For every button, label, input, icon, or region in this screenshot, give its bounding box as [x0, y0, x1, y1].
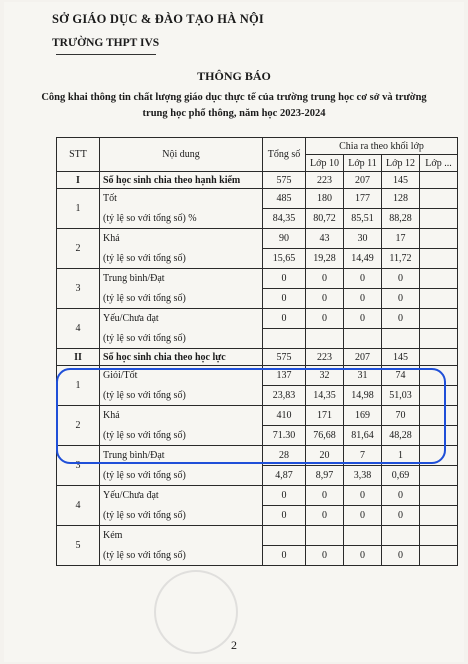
ratio-label: (tỷ lệ so với tổng số)	[100, 546, 263, 566]
page-number: 2	[231, 638, 237, 652]
ratio-cell	[420, 209, 458, 229]
ratio-cell: 0	[306, 506, 344, 526]
header-grade-group: Chia ra theo khối lớp	[306, 138, 458, 155]
notice-subtitle-line1: Công khai thông tin chất lượng giáo dục thực tế của trường trung học cơ sở và trường	[41, 92, 427, 103]
count-cell: 30	[344, 229, 382, 249]
header-content: Nội dung	[100, 138, 263, 172]
item-name: Yếu/Chưa đạt	[100, 309, 263, 329]
document-page	[4, 2, 464, 662]
count-cell: 70	[382, 406, 420, 426]
count-cell	[420, 526, 458, 546]
count-cell	[263, 526, 306, 546]
ratio-cell: 48,28	[382, 426, 420, 446]
count-cell: 410	[263, 406, 306, 426]
count-cell	[420, 189, 458, 209]
count-cell: 0	[306, 309, 344, 329]
header-grade-other: Lớp ...	[420, 155, 458, 172]
item-name: Tốt	[100, 189, 263, 209]
ratio-cell: 4,87	[263, 466, 306, 486]
table-row	[57, 486, 458, 506]
section-value: 575	[263, 172, 306, 189]
table-row	[57, 269, 458, 289]
count-cell	[420, 229, 458, 249]
ratio-cell	[420, 546, 458, 566]
ratio-cell: 14,98	[344, 386, 382, 406]
count-cell: 0	[344, 309, 382, 329]
count-cell: 0	[344, 486, 382, 506]
ratio-label: (tỷ lệ so với tổng số)	[100, 249, 263, 269]
count-cell: 90	[263, 229, 306, 249]
count-cell	[306, 526, 344, 546]
item-number: 2	[57, 406, 100, 446]
ratio-cell: 76,68	[306, 426, 344, 446]
ratio-cell: 80,72	[306, 209, 344, 229]
highlight-annotation	[56, 368, 446, 464]
ratio-cell: 0	[263, 289, 306, 309]
item-name: Trung bình/Đạt	[100, 446, 263, 466]
ratio-cell: 0	[344, 546, 382, 566]
count-cell: 0	[382, 309, 420, 329]
table-row	[57, 309, 458, 329]
count-cell: 485	[263, 189, 306, 209]
ratio-cell	[344, 329, 382, 349]
ratio-label: (tỷ lệ so với tổng số)	[100, 506, 263, 526]
item-number: 2	[57, 229, 100, 269]
table-row	[57, 209, 458, 229]
ratio-cell: 84,35	[263, 209, 306, 229]
table-row	[57, 329, 458, 349]
ratio-cell: 0	[382, 289, 420, 309]
section-row	[57, 349, 458, 366]
section-value: 207	[344, 349, 382, 366]
item-name: Giỏi/Tốt	[100, 366, 263, 386]
count-cell: 1	[382, 446, 420, 466]
item-number: 4	[57, 309, 100, 349]
count-cell: 20	[306, 446, 344, 466]
count-cell: 28	[263, 446, 306, 466]
ratio-cell	[420, 329, 458, 349]
item-name: Kém	[100, 526, 263, 546]
ratio-label: (tỷ lệ so với tổng số)	[100, 426, 263, 446]
item-number: 4	[57, 486, 100, 526]
ratio-cell: 3,38	[344, 466, 382, 486]
ratio-cell: 71.30	[263, 426, 306, 446]
ratio-cell: 11,72	[382, 249, 420, 269]
count-cell: 128	[382, 189, 420, 209]
section-value: 145	[382, 349, 420, 366]
table-row	[57, 526, 458, 546]
item-name: Trung bình/Đạt	[100, 269, 263, 289]
count-cell: 43	[306, 229, 344, 249]
count-cell: 137	[263, 366, 306, 386]
ratio-cell: 0	[382, 506, 420, 526]
count-cell: 0	[344, 269, 382, 289]
section-row	[57, 172, 458, 189]
table-row	[57, 189, 458, 209]
ratio-cell: 0	[344, 289, 382, 309]
count-cell: 0	[382, 486, 420, 506]
count-cell	[420, 309, 458, 329]
school-name: TRƯỜNG THPT IVS	[52, 37, 160, 49]
ratio-cell: 14,49	[344, 249, 382, 269]
count-cell: 0	[263, 269, 306, 289]
header-total: Tổng số	[263, 138, 306, 172]
ratio-cell	[420, 506, 458, 526]
header-stt: STT	[57, 138, 100, 172]
section-label: Số học sinh chia theo học lực	[100, 349, 263, 366]
ratio-label: (tỷ lệ so với tổng số) %	[100, 209, 263, 229]
count-cell	[344, 526, 382, 546]
count-cell: 7	[344, 446, 382, 466]
section-value: 145	[382, 172, 420, 189]
ratio-cell: 23,83	[263, 386, 306, 406]
ratio-cell	[420, 249, 458, 269]
header-grade-12: Lớp 12	[382, 155, 420, 172]
ratio-cell: 88,28	[382, 209, 420, 229]
ratio-cell: 15,65	[263, 249, 306, 269]
table-row	[57, 546, 458, 566]
item-number: 3	[57, 446, 100, 486]
ratio-cell	[263, 329, 306, 349]
ratio-cell	[306, 329, 344, 349]
ratio-cell: 0	[382, 546, 420, 566]
section-value: 223	[306, 172, 344, 189]
item-number: 1	[57, 189, 100, 229]
header-grade-10: Lớp 10	[306, 155, 344, 172]
ratio-cell	[420, 466, 458, 486]
table-row	[57, 466, 458, 486]
ratio-label: (tỷ lệ so với tổng số)	[100, 386, 263, 406]
ratio-label: (tỷ lệ so với tổng số)	[100, 329, 263, 349]
item-number: 3	[57, 269, 100, 309]
count-cell	[382, 526, 420, 546]
item-number: 5	[57, 526, 100, 566]
ratio-cell: 0	[344, 506, 382, 526]
item-name: Khá	[100, 229, 263, 249]
ratio-cell: 0,69	[382, 466, 420, 486]
ratio-cell: 85,51	[344, 209, 382, 229]
count-cell: 17	[382, 229, 420, 249]
ratio-cell: 0	[263, 546, 306, 566]
table-row	[57, 289, 458, 309]
count-cell	[420, 269, 458, 289]
count-cell: 171	[306, 406, 344, 426]
count-cell: 180	[306, 189, 344, 209]
ratio-cell: 81,64	[344, 426, 382, 446]
section-value	[420, 349, 458, 366]
item-name: Khá	[100, 406, 263, 426]
ratio-label: (tỷ lệ so với tổng số)	[100, 289, 263, 309]
ratio-cell: 51,03	[382, 386, 420, 406]
ratio-cell	[382, 329, 420, 349]
section-label: Số học sinh chia theo hạnh kiểm	[100, 172, 263, 189]
count-cell: 0	[263, 486, 306, 506]
count-cell: 74	[382, 366, 420, 386]
count-cell	[420, 486, 458, 506]
notice-subtitle-line2: trung học phổ thông, năm học 2023-2024	[142, 108, 326, 119]
section-number: I	[57, 172, 100, 189]
table-row	[57, 229, 458, 249]
quality-table	[56, 137, 458, 566]
section-value	[420, 172, 458, 189]
ratio-cell: 0	[306, 546, 344, 566]
item-name: Yếu/Chưa đạt	[100, 486, 263, 506]
count-cell: 0	[306, 486, 344, 506]
count-cell: 0	[306, 269, 344, 289]
section-value: 575	[263, 349, 306, 366]
count-cell: 32	[306, 366, 344, 386]
count-cell: 0	[382, 269, 420, 289]
table-row	[57, 249, 458, 269]
section-value: 207	[344, 172, 382, 189]
ratio-label: (tỷ lệ so với tổng số)	[100, 466, 263, 486]
department-header: SỞ GIÁO DỤC & ĐÀO TẠO HÀ NỘI	[52, 12, 264, 26]
notice-title: THÔNG BÁO	[197, 69, 271, 83]
ratio-cell: 8,97	[306, 466, 344, 486]
header-underline	[56, 54, 156, 55]
ratio-cell: 0	[263, 506, 306, 526]
item-number: 1	[57, 366, 100, 406]
count-cell: 169	[344, 406, 382, 426]
table-row	[57, 506, 458, 526]
count-cell: 0	[263, 309, 306, 329]
ratio-cell	[420, 289, 458, 309]
count-cell: 177	[344, 189, 382, 209]
section-value: 223	[306, 349, 344, 366]
ratio-cell: 0	[306, 289, 344, 309]
section-number: II	[57, 349, 100, 366]
count-cell: 31	[344, 366, 382, 386]
ratio-cell: 14,35	[306, 386, 344, 406]
ratio-cell: 19,28	[306, 249, 344, 269]
header-grade-11: Lớp 11	[344, 155, 382, 172]
